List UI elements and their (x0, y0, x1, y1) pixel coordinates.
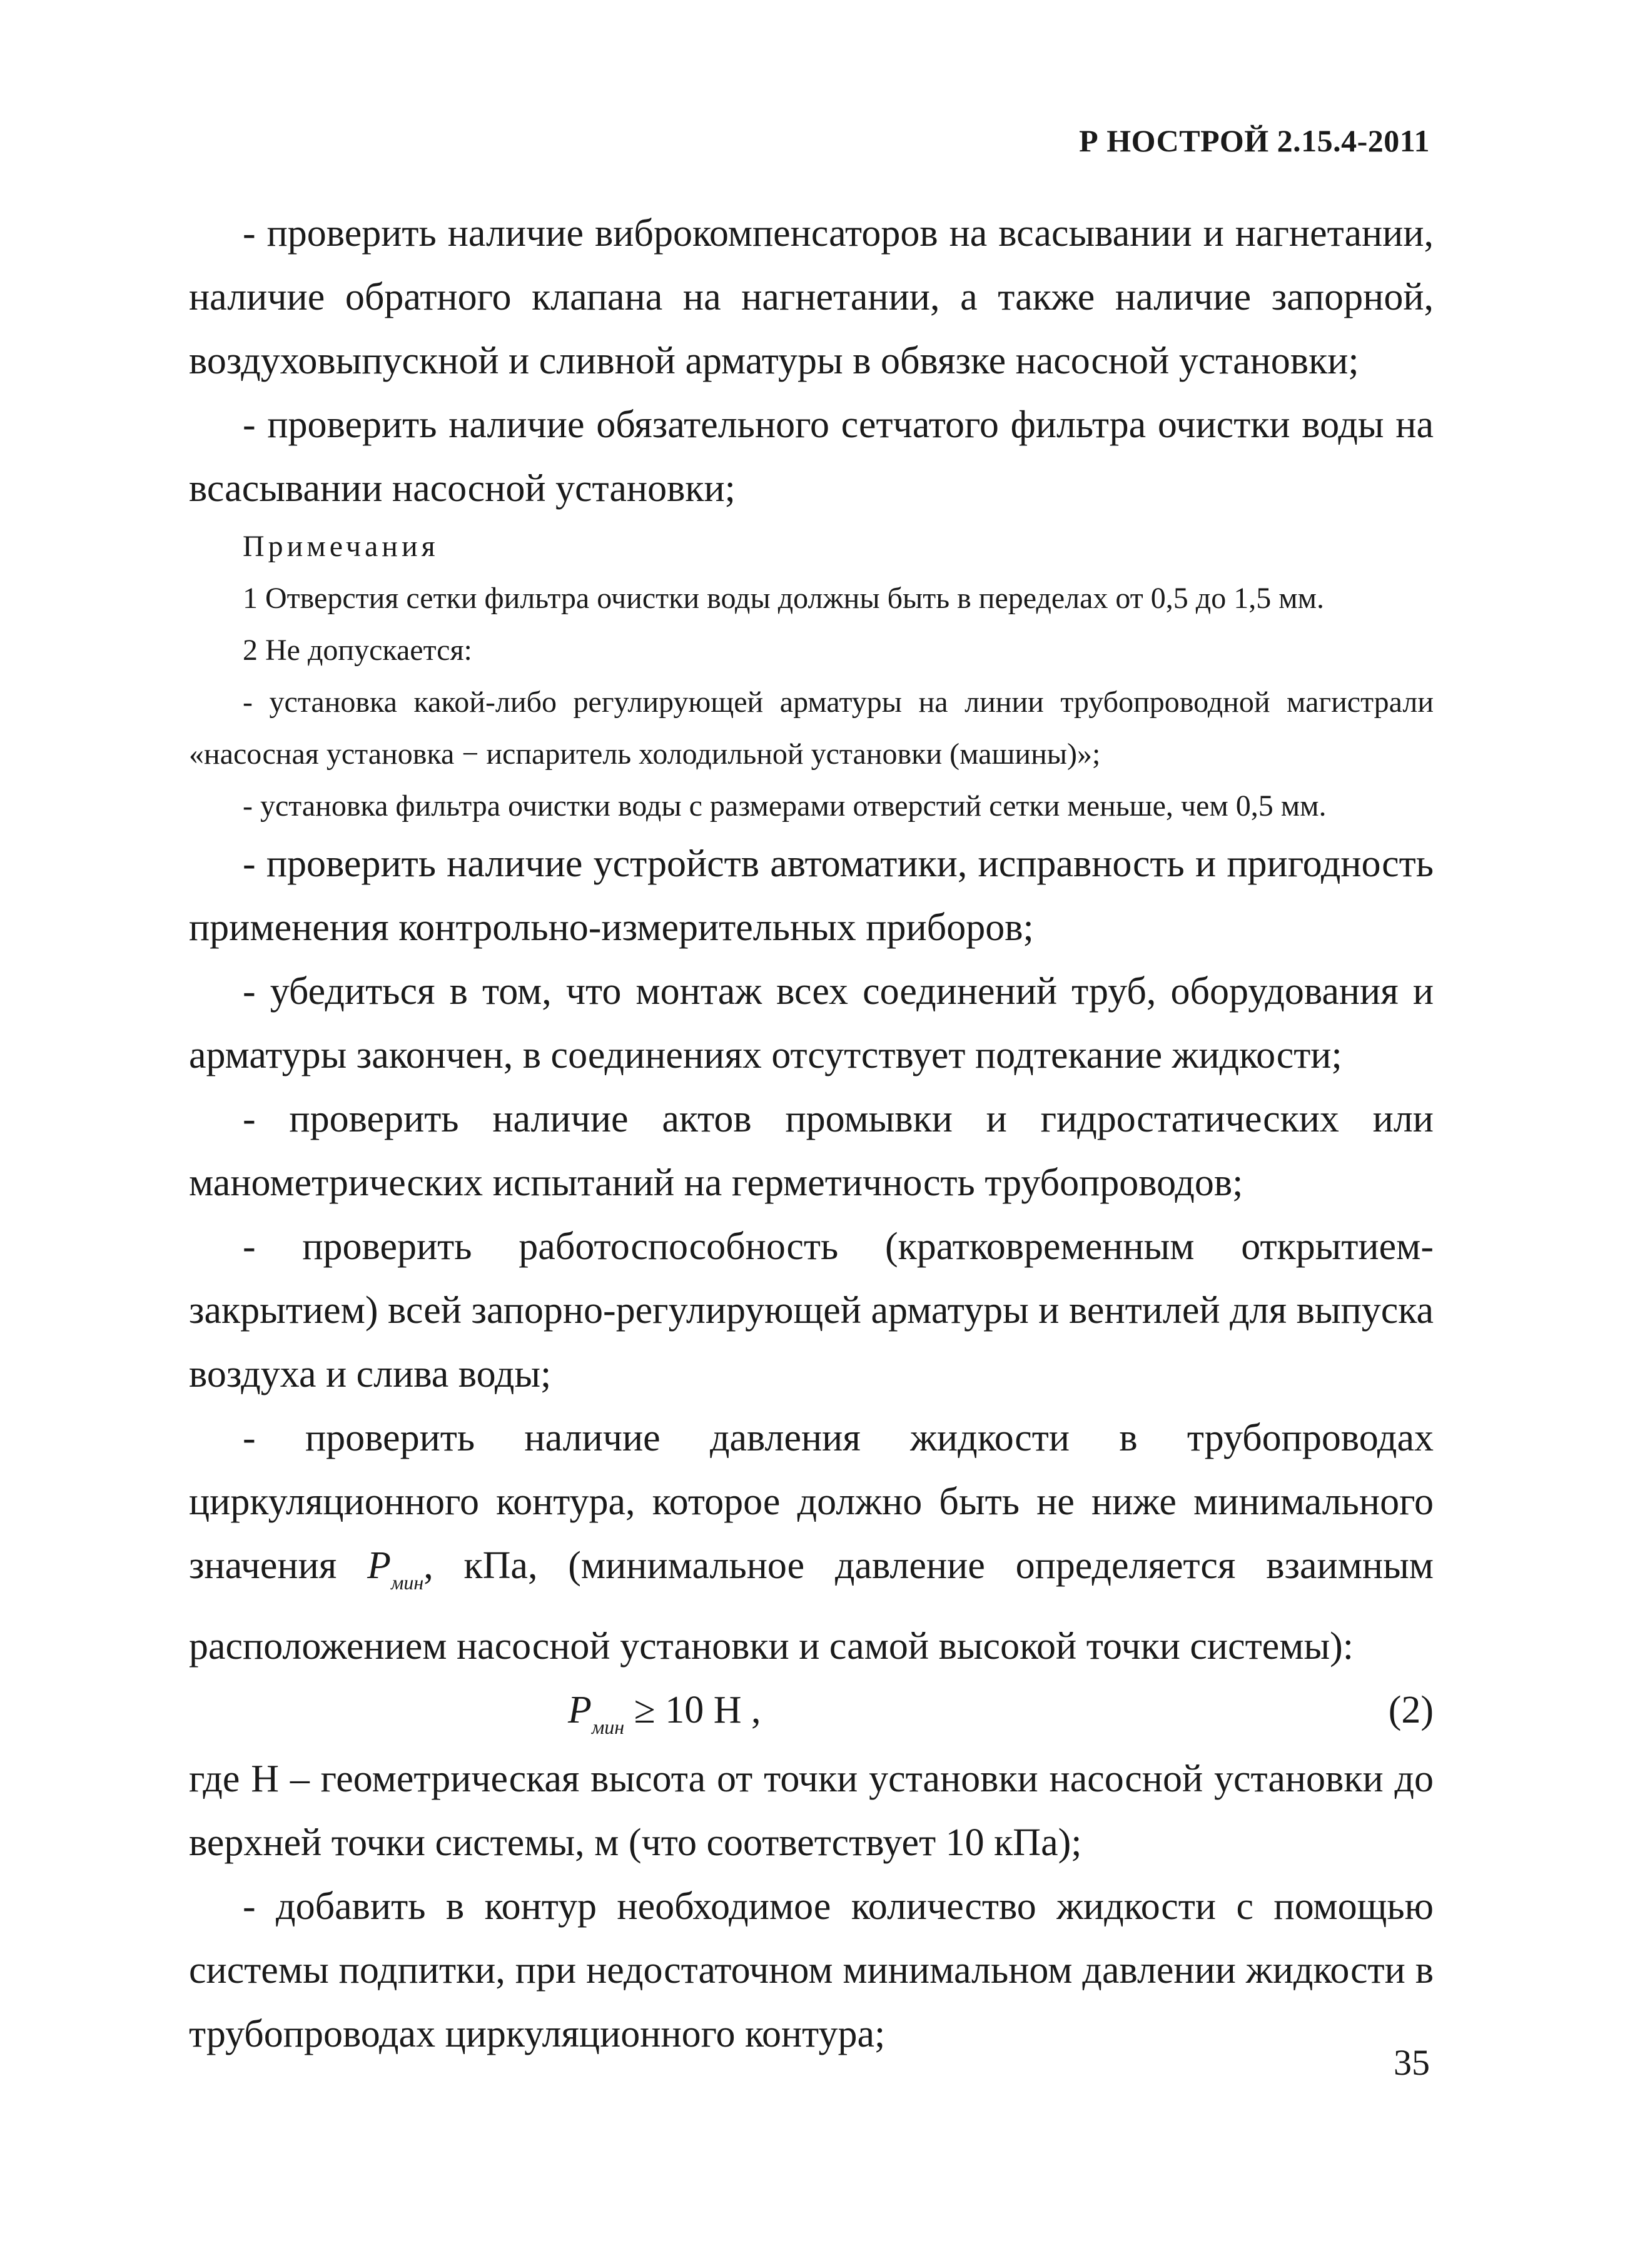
pressure-text-before: - проверить наличие давления жидкости в трубопроводах циркуляционного контура, которое должно быть не ниже минимального значения (189, 1417, 1434, 1587)
notes-block (189, 520, 1434, 832)
pressure-variable: P (367, 1544, 391, 1587)
pressure-text-after: , кПа, (минимальное давление определяется взаимным расположением насосной установки и самой высокой точки системы): (189, 1544, 1434, 1668)
formula-rest: ≥ 10 Н , (624, 1689, 761, 1731)
paragraph-where-h: где Н – геометрическая высота от точки установки насосной установки до верхней точки системы, м (что соответствует 10 кПа); (189, 1758, 1434, 1864)
page-number: 35 (1394, 2042, 1430, 2083)
document-code-header: Р НОСТРОЙ 2.15.4-2011 (1079, 123, 1430, 158)
formula-variable: P (568, 1689, 592, 1731)
note-item-2a: - установка какой-либо регулирующей арматуры на линии трубопроводной магистрали «насосная установка − испаритель холодильной установки (машины)»; (189, 686, 1434, 771)
formula-subscript: мин (591, 1716, 625, 1738)
note-item-1: 1 Отверстия сетки фильтра очистки воды должны быть в переделах от 0,5 до 1,5 мм. (243, 582, 1324, 615)
paragraph-flushing-acts: - проверить наличие актов промывки и гидростатических или манометрических испытаний на герметичность трубопроводов; (189, 1098, 1434, 1204)
note-item-2: 2 Не допускается: (243, 634, 472, 667)
note-item-2b: - установка фильтра очистки воды с размерами отверстий сетки меньше, чем 0,5 мм. (243, 789, 1327, 823)
formula-2 (189, 1678, 1434, 1747)
notes-title: Примечания (243, 530, 439, 563)
paragraph-vibration-compensators: - проверить наличие виброкомпенсаторов на всасывании и нагнетании, наличие обратного клапана на нагнетании, а также наличие запорной, воздуховыпускной и сливной арматуры в обвязке насосной установки; (189, 212, 1434, 382)
paragraph-mesh-filter: - проверить наличие обязательного сетчатого фильтра очистки воды на всасывании насосной установки; (189, 403, 1434, 510)
equation-number: (2) (1388, 1689, 1434, 1731)
pressure-subscript: мин (390, 1571, 424, 1594)
paragraph-pressure (189, 1406, 1434, 1678)
main-text (189, 201, 1434, 2066)
paragraph-automation: - проверить наличие устройств автоматики, исправность и пригодность применения контрольно-измерительных приборов; (189, 843, 1434, 949)
paragraph-valve-operability: - проверить работоспособность (кратковременным открытием-закрытием) всей запорно-регулирующей арматуры и вентилей для выпуска воздуха и слива воды; (189, 1225, 1434, 1395)
formula-expression (568, 1678, 761, 1759)
paragraph-installation-complete: - убедиться в том, что монтаж всех соединений труб, оборудования и арматуры закончен, в соединениях отсутствует подтекание жидкости; (189, 970, 1434, 1076)
paragraph-add-liquid: - добавить в контур необходимое количество жидкости с помощью системы подпитки, при недостаточном минимальном давлении жидкости в трубопроводах циркуляционного контура; (189, 1885, 1434, 2055)
